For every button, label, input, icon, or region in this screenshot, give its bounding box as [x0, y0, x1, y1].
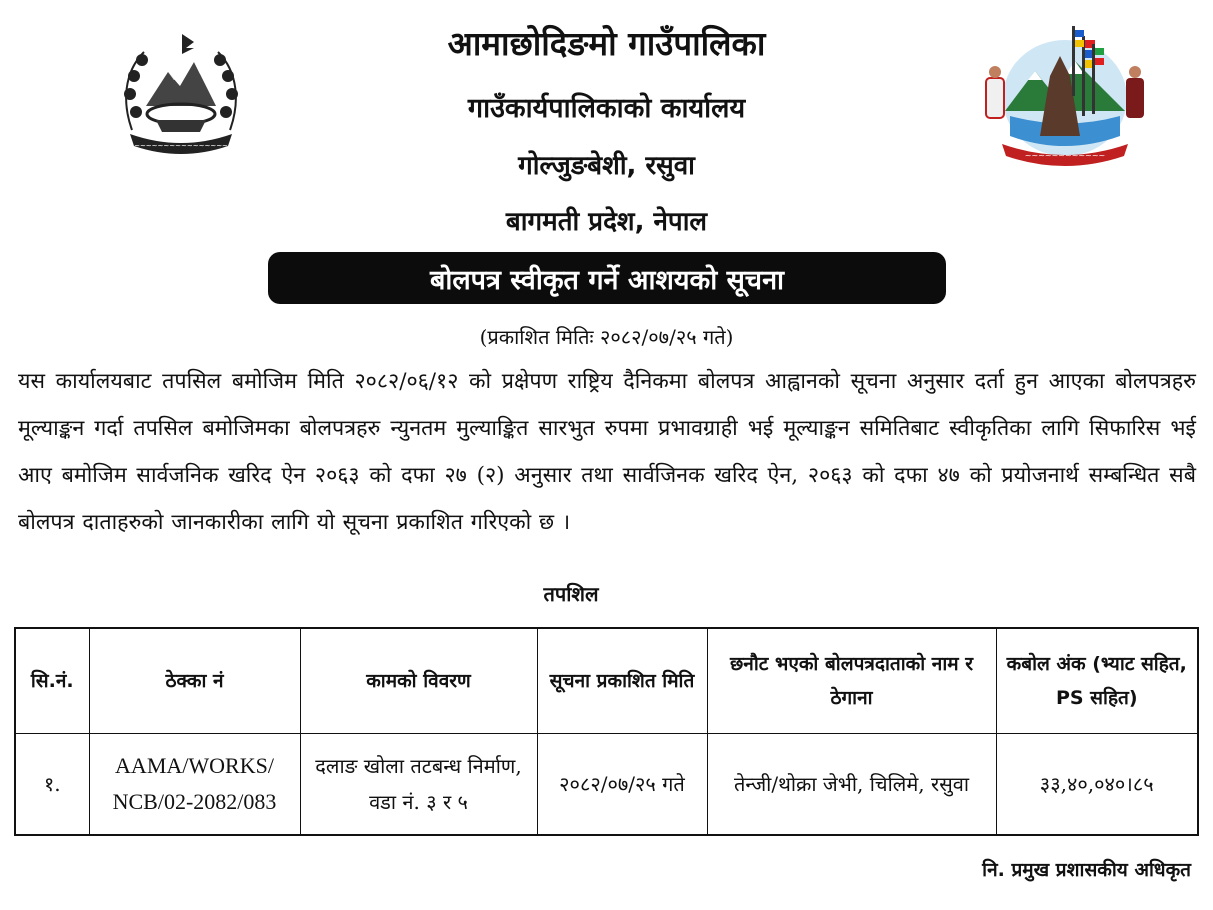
cell-bidder: तेन्जी/थोक्रा जेभी, चिलिमे, रसुवा: [707, 734, 996, 836]
office-name: गाउँकार्यपालिकाको कार्यालय: [467, 93, 746, 124]
col-header-work-description: कामको विवरण: [300, 628, 537, 734]
col-header-contract-no: ठेक्का नं: [89, 628, 300, 734]
signatory-title: नि. प्रमुख प्रशासकीय अधिकृत: [982, 859, 1191, 881]
municipality-name: आमाछोदिङमो गाउँपालिका: [447, 24, 766, 63]
schedule-title: तपशिल: [543, 582, 599, 606]
cell-serial: १.: [15, 734, 89, 836]
table-header-row: [15, 628, 1198, 734]
province-country: बागमती प्रदेश, नेपाल: [505, 207, 708, 237]
table-row: [15, 734, 1198, 836]
award-table: [14, 627, 1199, 836]
col-header-notice-date: सूचना प्रकाशित मिति: [537, 628, 707, 734]
col-header-bid-amount: कबोल अंक (भ्याट सहित, PS सहित): [996, 628, 1198, 734]
office-address: गोल्जुङबेशी, रसुवा: [518, 151, 695, 181]
notice-body: यस कार्यालयबाट तपसिल बमोजिम मिति २०८२/०६/१२ को प्रक्षेपण राष्ट्रिय दैनिकमा बोलपत्र आह्वानको सूचना अनुसार दर्ता हुन आएका बोलपत्रहरु मूल्याङ्कन गर्दा तपसिल बमोजिमका बोलपत्रहरु न्युनतम मुल्याङ्कित सारभुत रुपमा प्रभावग्राही भई मूल्याङ्कन समितिबाट स्वीकृतिका लागि सिफारिस भई आए बमोजिम सार्वजनिक खरिद ऐन २०६३ को दफा २७ (२) अनुसार तथा सार्वजिनक खरिद ऐन, २०६३ को दफा ४७ को प्रयोजनार्थ सम्बन्धित सबै बोलपत्र दाताहरुको जानकारीका लागि यो सूचना प्रकाशित गरिएको छ ।: [18, 369, 1196, 535]
published-date: (प्रकाशित मितिः २०८२/०७/२५ गते): [479, 325, 734, 349]
cell-work-description: दलाङ खोला तटबन्ध निर्माण, वडा नं. ३ र ५: [300, 734, 537, 836]
notice-title-banner: [268, 252, 946, 304]
cell-bid-amount: ३३,४०,०४०।८५: [996, 734, 1198, 836]
svg-text:~~~~~~~~~~~~: ~~~~~~~~~~~~: [1024, 151, 1106, 160]
notice-title: बोलपत्र स्वीकृत गर्ने आशयको सूचना: [429, 264, 785, 296]
col-header-serial: सि.नं.: [15, 628, 89, 734]
cell-contract-no: AAMA/WORKS/ NCB/02-2082/083: [89, 734, 300, 836]
svg-text:~~~~~~~~~~~~~~~~: ~~~~~~~~~~~~~~~~: [134, 142, 228, 150]
cell-notice-date: २०८२/०७/२५ गते: [537, 734, 707, 836]
col-header-bidder: छनौट भएको बोलपत्रदाताको नाम र ठेगाना: [707, 628, 996, 734]
